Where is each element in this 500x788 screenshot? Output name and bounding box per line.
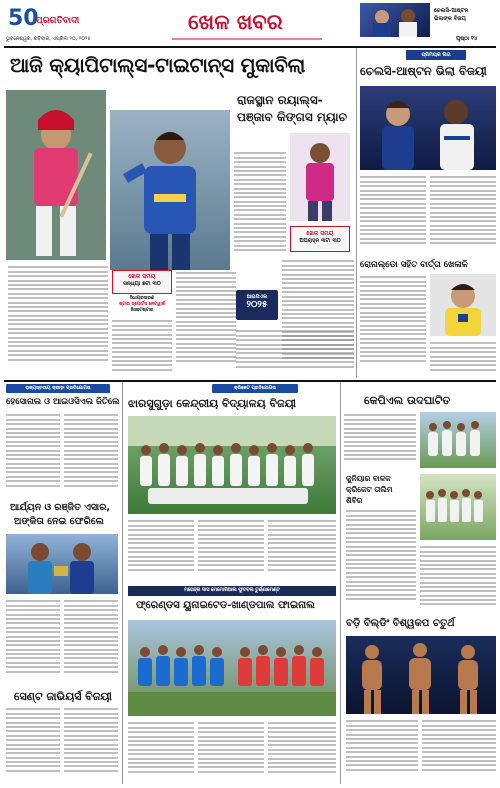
lower-divider-right — [340, 382, 341, 784]
top-right-caption-1: ଚେଲସି-ଆଷ୍ଟନ — [434, 8, 469, 14]
football-body-1 — [128, 720, 194, 780]
premier-headline: ଚେଲସି-ଆଷ୍ଟନ ଭିଲା ବିଜୟୀ — [360, 64, 487, 78]
lower-left-body-5 — [6, 706, 60, 780]
ipl-badge — [236, 290, 278, 320]
school-body-3 — [268, 518, 336, 580]
premier-sub-headline: ରୋନାଲ୍ଡୋ ସହିତ ବାର୍ତ୍ତା ଖେଳାଳି — [360, 260, 468, 270]
school-headline: ଝାରସୁଗୁଡ଼ା କେନ୍ଦ୍ରୀୟ ବିଦ୍ୟାଳୟ ବିଜୟୀ — [128, 397, 297, 410]
lower-divider-left — [122, 382, 123, 784]
match-box-evening-sub: ସନ୍ଧ୍ୟା ୭ଟା ୩୦ — [123, 281, 161, 287]
lower-right-body-3 — [420, 544, 496, 612]
lead-body-column-wide — [236, 328, 354, 376]
lead-body-column-2 — [176, 270, 236, 376]
premier-body-col-1 — [360, 174, 426, 256]
top-right-caption-2: ଭିଲାଙ୍କ ବିଜୟ — [434, 16, 466, 22]
ipl-badge-year: ୨୦୨୫ — [246, 300, 268, 310]
lower-left-body-6 — [64, 706, 118, 780]
school-team-photo — [128, 416, 336, 514]
school-body-2 — [198, 518, 264, 580]
logo-number: 50 — [8, 6, 39, 31]
premier-body-col-2 — [430, 174, 496, 256]
lower-left-body-4 — [64, 598, 118, 682]
football-tag: ମହେନ୍ଦ୍ର ଦାସ ମେମୋରିଆଲ ଫୁଟବଲ ଟୁର୍ଣ୍ଣାମେଣ୍ଟ — [184, 588, 280, 593]
premier-sub-body-2 — [430, 340, 496, 374]
lower-left-body-2 — [64, 412, 118, 496]
football-body-3 — [268, 720, 336, 780]
lower-right-body-1 — [344, 412, 416, 468]
newspaper-logo — [6, 6, 86, 36]
lower-left-tag: ରାଜ୍ୟସ୍ତରୀୟ କ୍ରୀଡ଼ା ପ୍ରତିଯୋଗିତା — [6, 384, 110, 393]
football-team-photo — [128, 620, 336, 716]
match-box-evening — [112, 270, 172, 294]
football-headline: ଫ୍ରେଣ୍ଡସ ୟୁନାଇଟେଡ-ଖାଣ୍ଡପାଲ ଫାଇନାଲ — [136, 600, 315, 611]
broadcast-app: ଜିଓହଟଷ୍ଟାର — [130, 308, 154, 313]
broadcast-info — [112, 295, 172, 313]
broadcast-network: ଷ୍ଟାର ସ୍ପୋର୍ଟସ ନେଟୱାର୍କ — [119, 302, 165, 307]
lower-right-headline-bottom: ବଡ଼ି ବିଲ୍ଡିଂ ବିଶ୍ୱକପ ଚତୁର୍ଥ — [346, 618, 455, 629]
lead-photo-bowler — [110, 110, 230, 270]
lower-right-headline-top: କେପିଏଲ ଉଦଘାଟିତ — [364, 394, 451, 407]
match-box-afternoon-sub: ଅପରାହ୍ନ ୩ଟା ୩୦ — [299, 238, 341, 244]
page-number: ପୃଷ୍ଠା ୧୪ — [456, 36, 478, 42]
cricket-camp-photo — [420, 474, 496, 540]
lead-body-column-left — [8, 264, 108, 376]
lower-right-body-4 — [346, 718, 418, 780]
bodybuilding-photo — [346, 636, 496, 714]
ipl-badge-label: ଆଇପିଏଲ — [246, 294, 268, 300]
school-tag: କ୍ରିକେଟ ପ୍ରତିଯୋଗିତା — [212, 384, 298, 393]
lead-subheadline-2: ପଞ୍ଜାବ କିଙ୍ଗସ ମ୍ୟାଚ — [237, 110, 348, 124]
lower-left-body-3 — [6, 598, 60, 682]
premier-sub-body-1 — [360, 274, 426, 374]
lower-left-headline-mid-1: ଆର୍ଯ୍ୟନ ଓ ରଞ୍ଜିତ ଏସାର, — [10, 502, 111, 513]
lead-body-column-mid — [112, 318, 172, 376]
lower-left-headline-bottom: ସେଣ୍ଟ ଜାଭିୟର୍ସ ବିଜୟୀ — [14, 690, 112, 703]
lower-left-headline-top: ହେସୋନାଲ ଓ ଆଇଓସିଏଲ ଜିତିଲେ — [6, 397, 120, 407]
lead-photo-batsman — [6, 90, 106, 260]
match-box-evening-title: ଖେଳ ସମୟ — [128, 273, 156, 280]
football-body-2 — [198, 720, 264, 780]
ronaldo-photo — [430, 274, 496, 336]
dateline: ଭୁବନେଶ୍ୱର, ରବିବାର, ଏପ୍ରିଲ ୨୦, ୨୦୨୫ — [6, 36, 91, 42]
football-tag-bar — [128, 586, 336, 596]
lower-left-headline-mid-2: ଅଙ୍କିତା ନେଇ ଫେରିଲେ — [14, 516, 104, 527]
lower-right-headline-mid-2: କ୍ରିକେଟ ତାଲିମ — [346, 485, 393, 494]
lead-headline: ଆଜି କ୍ୟାପିଟାଲ୍ସ-ଟାଇଟାନ୍ସ ମୁକାବିଲା — [10, 53, 306, 77]
section-title-ornament — [172, 35, 322, 43]
lower-section-divider — [4, 380, 496, 382]
section-title: ଖେଳ ଖବର — [188, 10, 283, 34]
top-right-thumbnail — [360, 3, 430, 37]
lead-body-column-1 — [234, 150, 286, 260]
match-box-afternoon-title: ଖେଳ ସମୟ — [306, 230, 334, 237]
lower-right-headline-mid-1: କୁନିୟାର ବାଳକ — [346, 474, 391, 483]
premier-tag: ପ୍ରିମିୟର ଲିଗ — [406, 50, 466, 60]
masthead — [0, 0, 500, 48]
column-divider-right — [356, 48, 357, 378]
match-box-afternoon — [290, 226, 350, 252]
logo-brand: ପ୍ରଗତିବାଦୀ — [36, 16, 80, 26]
lower-right-body-2 — [346, 508, 416, 612]
lower-right-headline-mid-3: ଶିବିର — [346, 496, 363, 505]
school-body-1 — [128, 518, 194, 580]
premier-photo — [360, 86, 496, 170]
lead-subheadline-1: ରାଜସ୍ଥାନ ରୟାଲ୍ସ- — [237, 93, 323, 107]
broadcast-label: ସିଧାପ୍ରସାରଣ — [129, 296, 155, 301]
lower-left-photo — [6, 534, 118, 594]
kpl-photo — [420, 412, 496, 468]
lead-photo-keeper — [290, 133, 350, 221]
lower-right-body-5 — [422, 718, 496, 780]
masthead-divider — [4, 46, 496, 48]
lower-left-body-1 — [6, 412, 60, 496]
